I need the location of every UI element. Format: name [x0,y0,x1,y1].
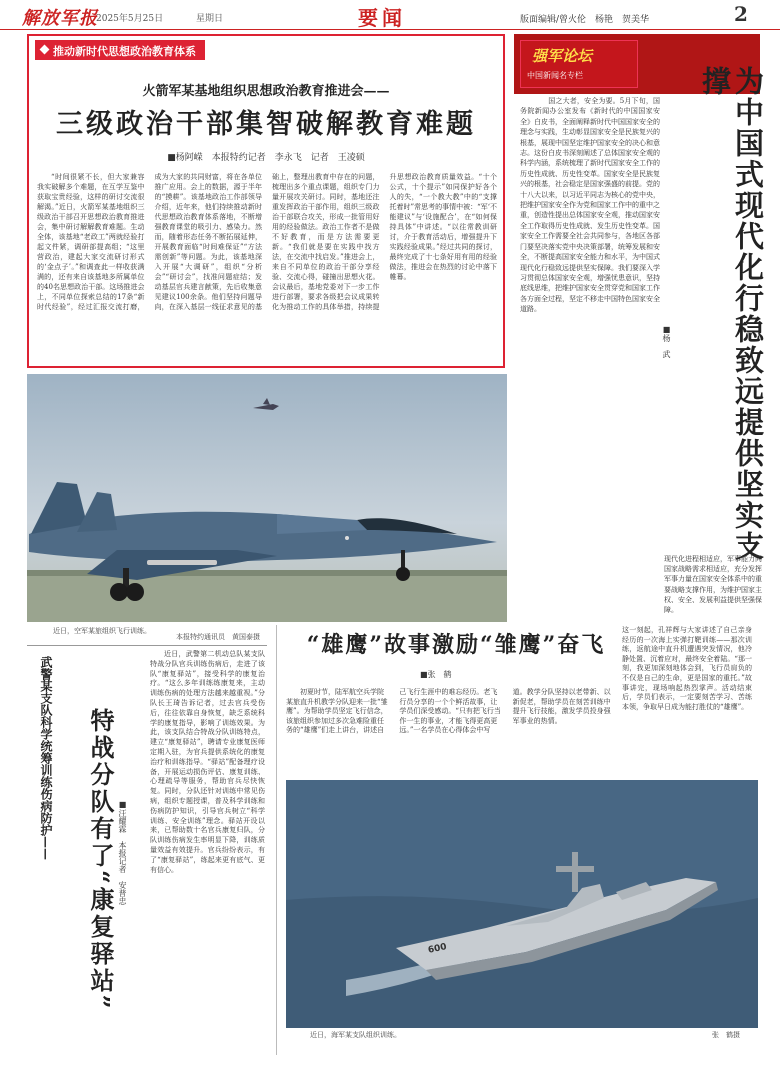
fighter-photo-credit: 本报特约通讯员 黄国泰摄 [176,633,260,641]
column-award: 中国新闻名专栏 [527,71,583,80]
newspaper-logo: 解放军报 [22,8,98,29]
commentary-body-end: 现代化进程相适应，军事能力同国家战略需求相适应，充分发挥军事力量在国家安全体系中的重要战略支撑作用，为维护国家主权、安全、发展利益提供坚强保障。 [664,555,762,614]
warship-illustration [286,780,758,1028]
fighter-photo-caption: 近日，空军某旅组织飞行训练。 [39,627,151,635]
eagle-article-title: “雄鹰”故事激励“雏鹰”奋飞 [306,632,606,658]
fighter-jet-photo [27,374,507,622]
top-article-body: “时间很紧不长，但大家兼容我实破解多个难题，在互学互鉴中获取宝贵经验，这样的研讨交流很解渴。”近日，火箭军某基地组织三级政治干部召开思想政治教育推进会，集中研讨解解教育难题。生动全体，该基地“老政工”两就经验打起文件紧，调研部提高组；“这里营政治，建起大家交流研讨形式的‘金点子’。”和调查此一样收获满满的，还有来自该基地多所属单位的40名思想政治干部。这场推进会上，不同单位探索总结的17条“新时代经验”，经过汇报交流打磨，成为大家的共同财富，将在各单位推广应用。会上的数据，源于半年的“摸耕”。该基地政治工作部领导介绍，近年来，他们持续推动新时代思想政治教育体系落地，不断增强教育课堂的吸引力、感染力。然而，随着形态任务不断拓展延伸，开展教育面临“时间难保证”“方法需创新”等问题。为此，该基地深入开展“大调研”，组织“分析会”“研讨会”，找准问题症结；发动基层官兵建言献策，先后收集意见建议100余条。他们坚持问题导向，在深入基层一线征求意见的基础上，整理出教育中存在的问题，梳理出多个重点课题，组织专门力量开展攻关研讨。同时，基地还注重发挥政治干部作用，组织三级政治干部联合攻关，形成一批管用好用的经验做法。政治工作者不是做不好教育，而是方法需要更新。“我们就是要在实践中找方法，在交流中找启发。”推进会上，来自不同单位的政治干部分享经验、交流心得，碰撞出思想火花。会议最后，基地党委对下一步工作进行部署，要求各级把会议成果转化为推动工作的具体举措，持续提升思想政治教育质量效益。“十个公式，十个提示”如同保护好各个人的失，“一个教大教”中的“支撑托着时”常思考的事情中被：“军‘不能建议”与‘设施配合’，在“如何保持具体”中讲述。“以往常教训研讨，介于教育活动后，增强提升下实践经验成果。”经过共同的探讨，最终完成了十七条好用有用的经验做法，推进会在热烈的讨论中落下帷幕。 [37,173,497,311]
side-article-byline: ■汪耀霖 本报记者 安普忠 [118,800,127,905]
page-number: 2 [734,2,748,26]
top-article-frame [27,34,505,368]
column-logo: 强军论坛 [532,47,593,65]
warship-photo [286,780,758,1028]
commentary-byline: ■杨 武 [662,325,671,358]
eagle-article-right-column: 这一刻起，孔祥辉与大家讲述了自己亲身经历的一次海上实弹打靶训练——那次训练，返航途中直升机遭遇突发情况，他冷静处置、沉着应对，最终安全着陆。“那一刻，我更加深刻地体会到，飞行员肩负的不仅是自己的生命，更是国家的重托。”故事讲完，现场响起热烈掌声。活动结束后，学员们表示，一定要刻苦学习、苦练本领，争取早日成为能打胜仗的“雄鹰”。 [622,626,752,711]
section-name: 要闻 [358,6,406,30]
page-editors: 版面编辑/曾火伦 杨艳 贺美华 [520,15,650,25]
top-article-subtitle: 火箭军某基地组织思想政治教育推进会—— [142,84,390,99]
fighter-jet-illustration [27,374,507,622]
issue-date: 2025年5月25日 [96,14,164,24]
warship-photo-credit: 张 鹤摄 [712,1031,740,1039]
section-divider [27,645,267,646]
hull-number: 600 [427,942,448,956]
column-divider [276,625,277,1055]
warship-photo-caption: 近日，海军某支队组织训练。 [296,1031,401,1039]
side-article-body: 近日，武警第二机动总队某支队特战分队官兵训练伤病后，走进了该队“康复驿站”，接受科学的康复治疗。“这么多年训练练康复来，主动训练伤病的处理方法越来越重视。”分队长王琦告诉记者，过去官兵受伤后，往往依靠自身恢复，缺乏系统科学的康复指导，影响了训练效果。为此，该支队结合特战分队训练特点，建立“康复驿站”，聘请专业康复医师定期入驻，为官兵提供系统化的康复治疗和训练指导。“驿站”配备理疗设备，开展运动损伤评估、康复训练、心理疏导等服务，帮助官兵尽快恢复。同时，分队还针对训练中常见伤病，组织专题授课，普及科学训练和伤病防护知识，引导官兵树立“科学训练、安全训练”理念。驿站开设以来，已帮助数十名官兵康复归队，分队训练伤病发生率明显下降，训练质量效益有效提升。官兵纷纷表示，有了“康复驿站”，练起来更有底气、更有信心。 [150,650,265,874]
commentary-title: 为中国式现代化行稳致远提供坚实支撑 [698,66,765,562]
side-article-subtitle: 武警某支队科学统筹训练伤病防护—— [39,656,53,860]
top-article-byline: ■杨阿嵘 本报特约记者 李永飞 记者 王凌硕 [167,153,365,163]
eagle-article-body: 初夏时节，陆军航空兵学院某旅直升机教学分队迎来一批“雏鹰”。为帮助学员坚定飞行信念，该旅组织参加过多次急难险重任务的“雄鹰”们走上讲台，讲述自己飞行生涯中的难忘经历。老飞行员分享的一个个鲜活故事，让学员们深受感动。“只有把飞行当作一生的事业，才能飞得更高更远。”一名学员在心得体会中写道。教学分队坚持以老带新、以新促老，帮助学员在刻苦训练中提升飞行技能，激发学员投身强军事业的热情。 [286,688,611,735]
commentary-body: 国之大者，安全为要。5月下旬，国务院新闻办公室发布《新时代的中国国家安全》白皮书，全面阐释新时代中国国家安全的理念与实践，生动彰显国家安全是民族复兴的根基，展现中国坚定维护国家安全的决心和意志。这份白皮书深刻阐述了总体国家安全观的科学内涵，系统梳理了新时代国家安全工作的历史性成就、历史性变革。国家安全是民族复兴的根基，社会稳定是国家强盛的前提。党的十八大以来，以习近平同志为核心的党中央，把维护国家安全作为党和国家工作中的重中之重，创造性提出总体国家安全观，推动国家安全工作取得历史性成就、发生历史性变革。国家安全工作需要全社会共同参与，各地区各部门要坚决落实党中央决策部署，统筹发展和安全，不断提高国家安全能力和水平，为中国式现代化行稳致远提供坚实保障。我们要深入学习贯彻总体国家安全观，增强忧患意识，坚持底线思维，把维护国家安全贯穿党和国家工作各方面全过程，坚定不移走中国特色国家安全道路。 [520,97,660,314]
masthead [0,0,780,30]
top-article-title: 三级政治干部集智破解教育难题 [56,109,476,140]
side-article-title: 特战分队有了“康复驿站” [86,708,115,1012]
eagle-article-byline: ■张 鹤 [420,670,452,679]
top-article-kicker: 推动新时代思想政治教育体系落地 [35,40,205,60]
issue-weekday: 星期日 [196,14,224,24]
